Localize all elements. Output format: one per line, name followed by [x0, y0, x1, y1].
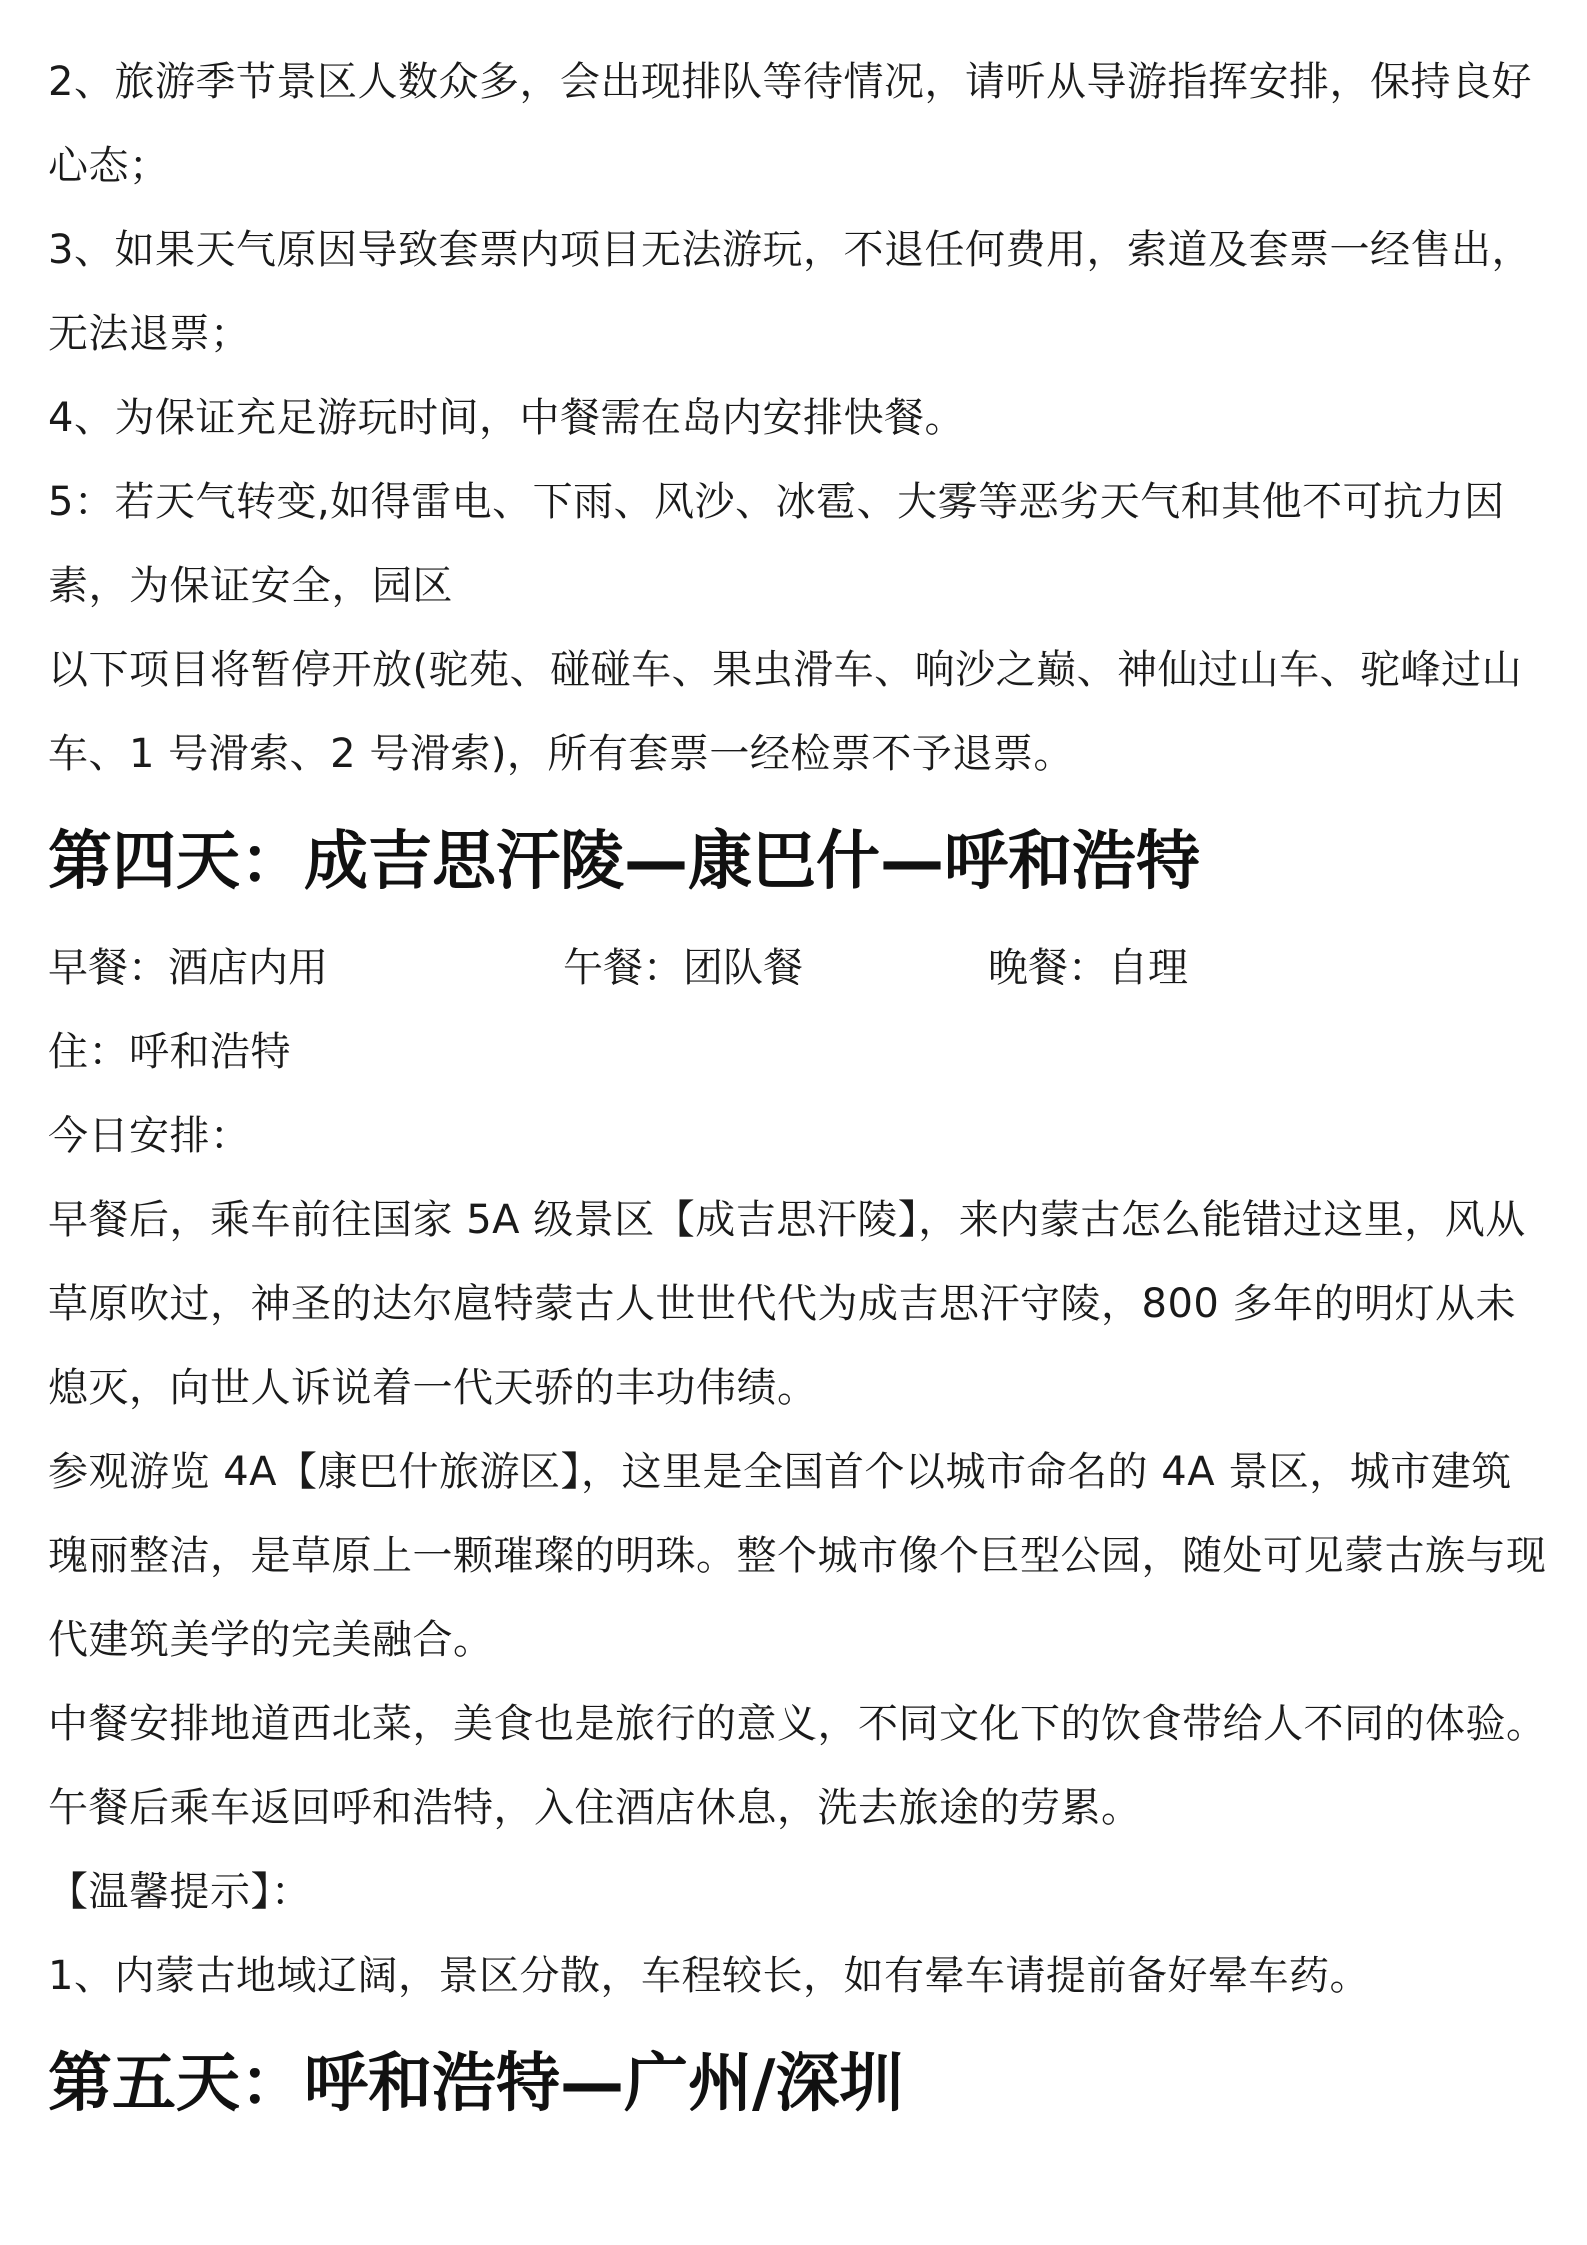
- document-page: [48, 40, 1548, 2148]
- note-item: 4、为保证充足游玩时间，中餐需在岛内安排快餐。: [48, 395, 965, 441]
- day4-title: 第四天：成吉思汗陵—康巴什—呼和浩特: [48, 825, 1200, 899]
- day4-meals: [48, 926, 1548, 1010]
- day5-title: 第五天：呼和浩特—广州/深圳: [48, 2047, 904, 2121]
- note-item: 2、旅游季节景区人数众多，会出现排队等待情况，请听从导游指挥安排，保持良好心态；: [48, 59, 1532, 189]
- schedule-label: 今日安排：: [48, 1113, 251, 1159]
- note-item: 3、如果天气原因导致套票内项目无法游玩，不退任何费用，索道及套票一经售出，无法退票；: [48, 227, 1532, 357]
- accommodation-info: 住：呼和浩特: [48, 1029, 291, 1075]
- tip-item: 1、内蒙古地域辽阔，景区分散，车程较长，如有晕车请提前备好晕车药。: [48, 1953, 1370, 1999]
- dinner-info: 晚餐：自理: [988, 945, 1188, 991]
- lunch-info: 午餐：团队餐: [563, 945, 803, 991]
- schedule-paragraph: 参观游览 4A【康巴什旅游区】，这里是全国首个以城市命名的 4A 景区，城市建筑瑰丽整洁，是草原上一颗璀璨的明珠。整个城市像个巨型公园，随处可见蒙古族与现代建筑美学的完美融合。: [48, 1449, 1547, 1663]
- schedule-paragraph: 中餐安排地道西北菜，美食也是旅行的意义，不同文化下的饮食带给人不同的体验。: [48, 1701, 1547, 1747]
- schedule-paragraph: 早餐后，乘车前往国家 5A 级景区【成吉思汗陵】，来内蒙古怎么能错过这里，风从草原吹过，神圣的达尔扈特蒙古人世世代代为成吉思汗守陵，800 多年的明灯从未熄灭，向世人诉说着一代天骄的丰功伟绩。: [48, 1197, 1526, 1411]
- tips-label: 【温馨提示】：: [48, 1869, 312, 1915]
- breakfast-info: 早餐：酒店内用: [48, 945, 328, 991]
- note-item: 5：若天气转变,如得雷电、下雨、风沙、冰雹、大雾等恶劣天气和其他不可抗力因素，为保证安全，园区: [48, 479, 1505, 609]
- schedule-paragraph: 午餐后乘车返回呼和浩特，入住酒店休息，洗去旅途的劳累。: [48, 1785, 1142, 1831]
- note-item: 以下项目将暂停开放(驼苑、碰碰车、果虫滑车、响沙之巅、神仙过山车、驼峰过山车、1 号滑索、2 号滑索)，所有套票一经检票不予退票。: [48, 647, 1523, 777]
